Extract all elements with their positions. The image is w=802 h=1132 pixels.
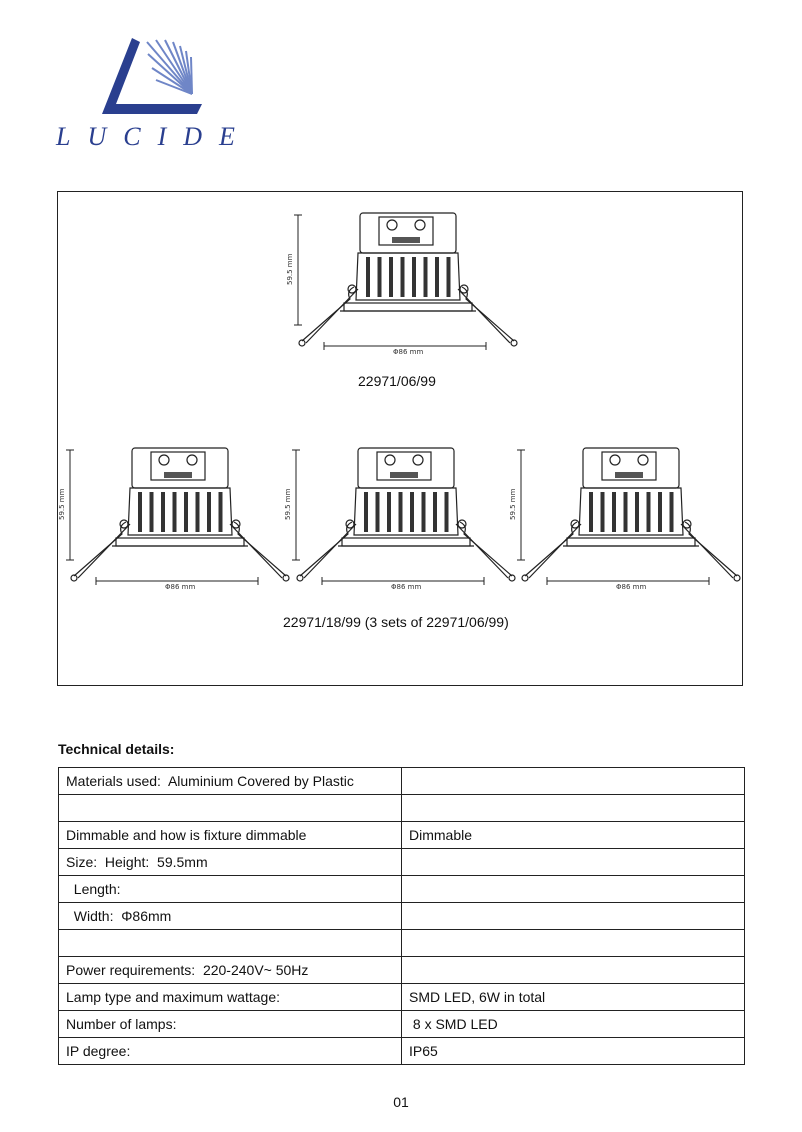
fixture-drawing-set-1: [52, 440, 302, 590]
table-row: [59, 1038, 745, 1065]
row-label: [59, 795, 402, 822]
set-model-caption: 22971/18/99 (3 sets of 22971/06/99): [283, 614, 509, 630]
table-row: [59, 984, 745, 1011]
brand-wordmark: LUCIDE: [56, 122, 252, 151]
height-dimension-label: 59.5 mm: [509, 488, 517, 520]
row-label: Materials used: Aluminium Covered by Plastic: [59, 768, 402, 795]
table-row: [59, 849, 745, 876]
row-label: Lamp type and maximum wattage:: [59, 984, 402, 1011]
fixture-drawing-set-2: [278, 440, 528, 590]
table-row: [59, 930, 745, 957]
row-value: [402, 903, 745, 930]
height-dimension-label: 59.5 mm: [286, 253, 294, 285]
table-row: [59, 903, 745, 930]
logo-rays: [147, 40, 192, 94]
height-dimension-label: 59.5 mm: [58, 488, 66, 520]
row-label: IP degree:: [59, 1038, 402, 1065]
row-label: [59, 930, 402, 957]
row-value: 8 x SMD LED: [402, 1011, 745, 1038]
width-dimension-label: Φ86 mm: [391, 583, 422, 590]
width-dimension-label: Φ86 mm: [393, 348, 424, 355]
row-value: [402, 930, 745, 957]
single-model-caption: 22971/06/99: [358, 373, 436, 389]
width-dimension-label: Φ86 mm: [165, 583, 196, 590]
row-value: IP65: [402, 1038, 745, 1065]
row-label: Length:: [59, 876, 402, 903]
row-value: [402, 849, 745, 876]
row-value: [402, 876, 745, 903]
technical-details-title: Technical details:: [58, 741, 175, 757]
fixture-drawing-set-3: [503, 440, 753, 590]
table-row: [59, 768, 745, 795]
row-value: [402, 768, 745, 795]
table-row: [59, 876, 745, 903]
page-number: 01: [393, 1094, 409, 1110]
row-label: Dimmable and how is fixture dimmable: [59, 822, 402, 849]
table-row: [59, 1011, 745, 1038]
height-dimension-label: 59.5 mm: [284, 488, 292, 520]
row-label: Width: Φ86mm: [59, 903, 402, 930]
row-value: [402, 795, 745, 822]
row-label: Power requirements: 220-240V~ 50Hz: [59, 957, 402, 984]
fixture-drawing-single: [280, 205, 530, 355]
row-value: Dimmable: [402, 822, 745, 849]
table-row: [59, 795, 745, 822]
row-label: Size: Height: 59.5mm: [59, 849, 402, 876]
technical-details-table: [58, 767, 745, 1065]
table-row: [59, 822, 745, 849]
row-value: [402, 957, 745, 984]
table-row: [59, 957, 745, 984]
width-dimension-label: Φ86 mm: [616, 583, 647, 590]
row-label: Number of lamps:: [59, 1011, 402, 1038]
row-value: SMD LED, 6W in total: [402, 984, 745, 1011]
